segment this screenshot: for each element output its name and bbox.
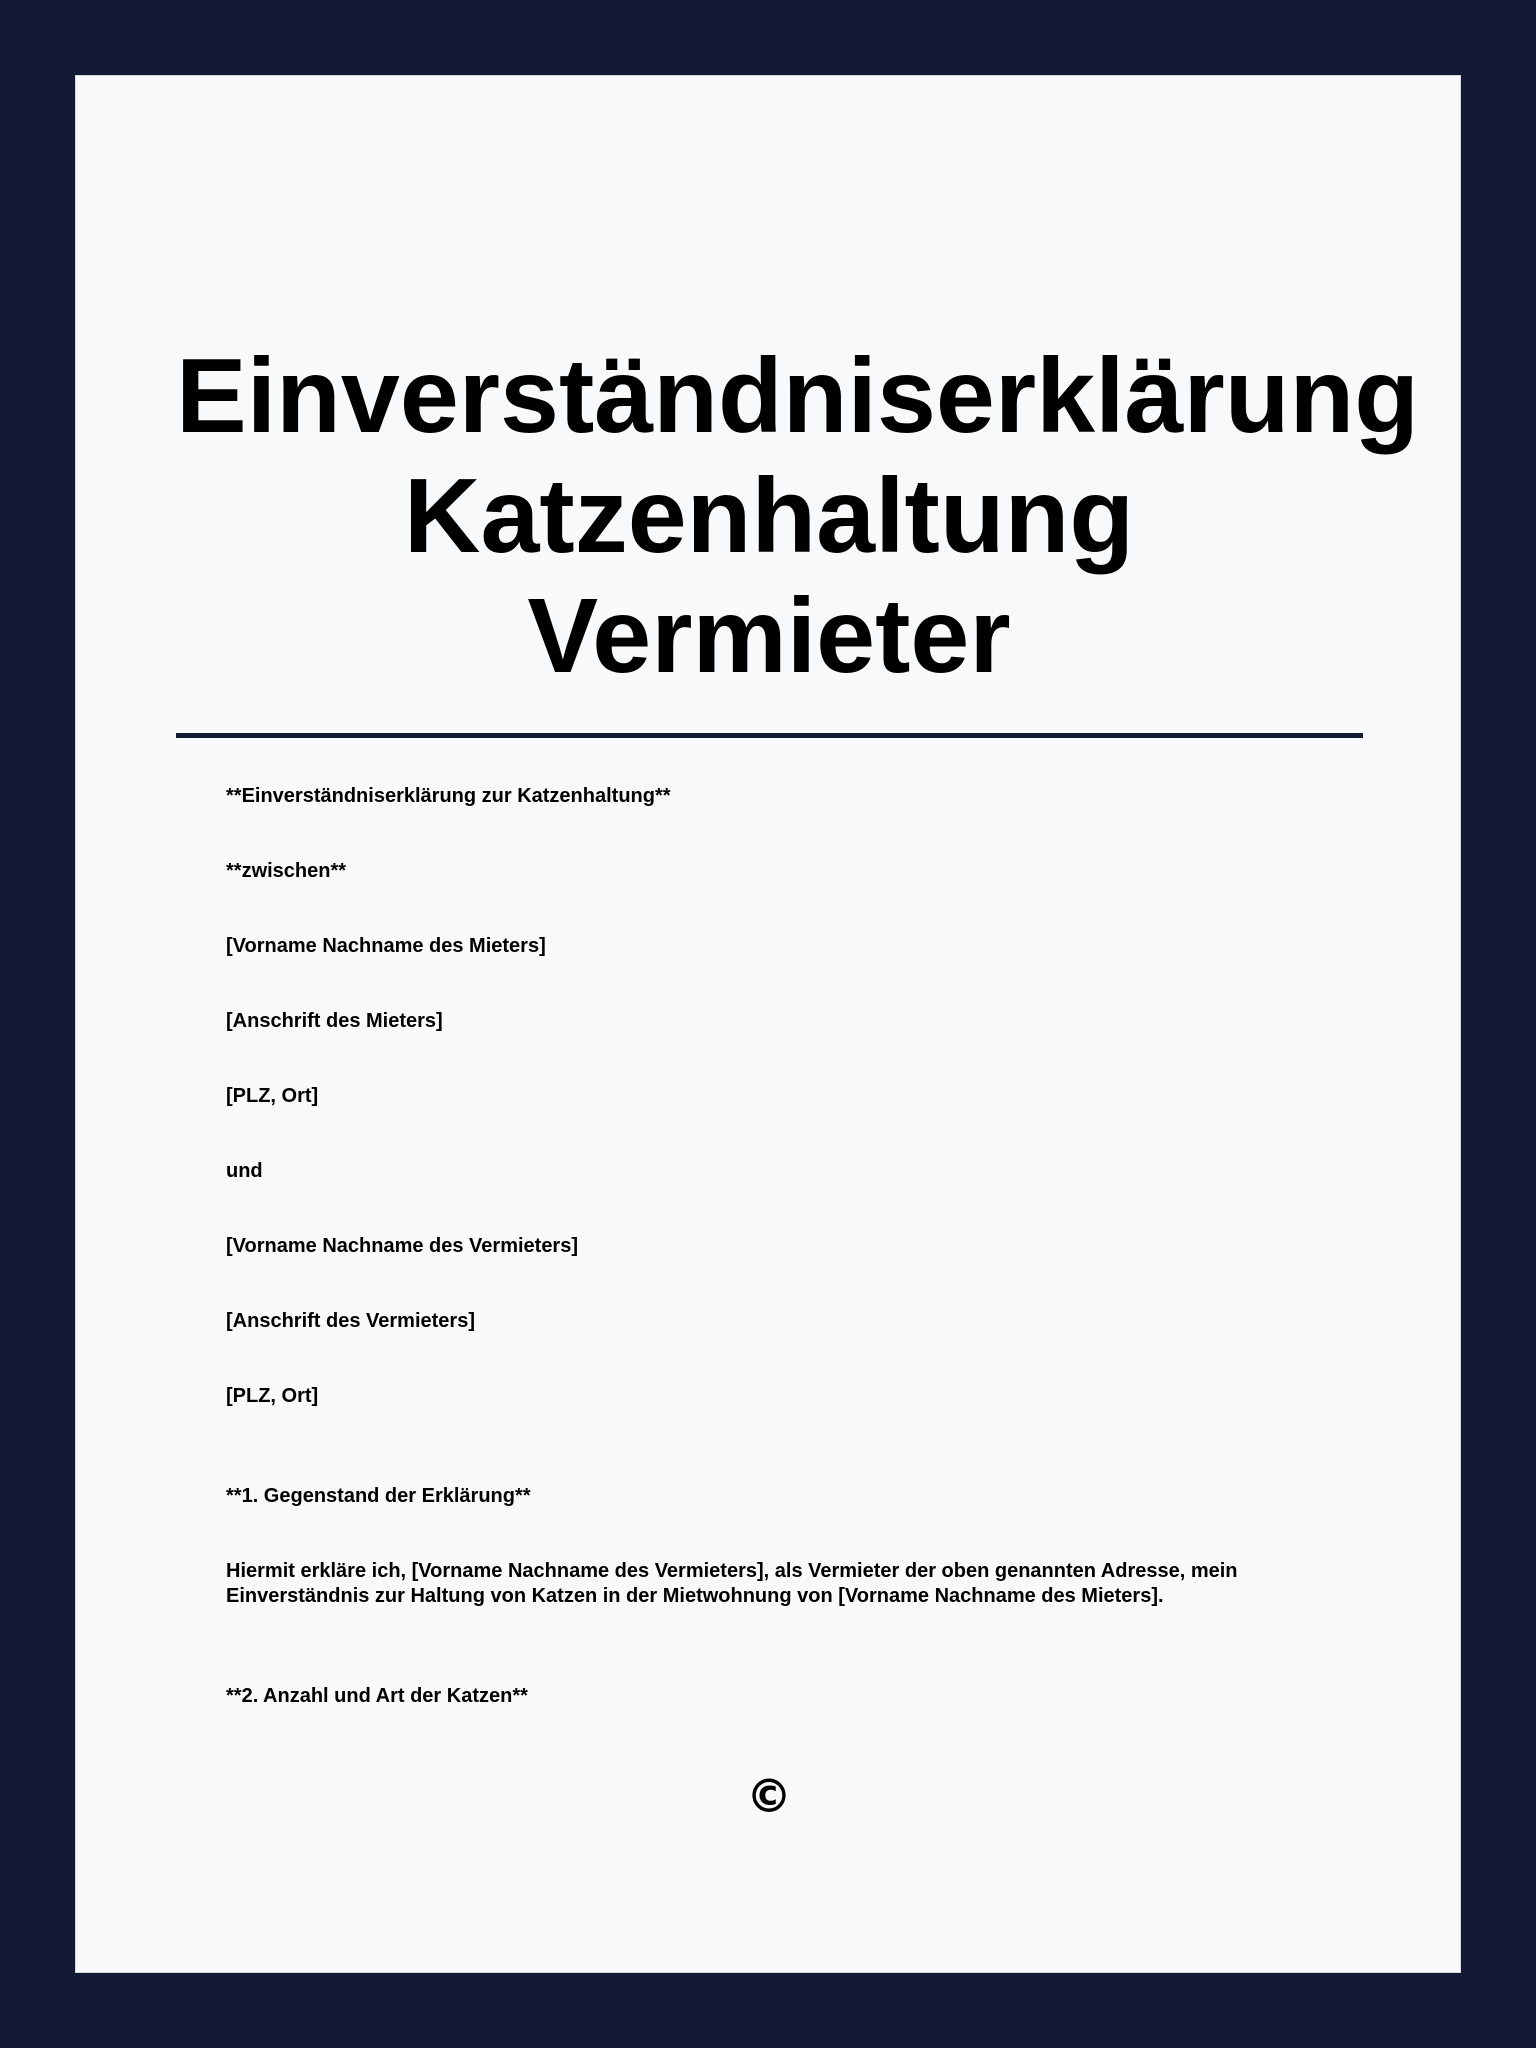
tenant-address-placeholder: [Anschrift des Mieters] (226, 1010, 443, 1032)
between-label: **zwischen** (226, 860, 347, 882)
title-line-1: Einverständniserklärung (176, 337, 1419, 455)
title-line-2: Katzenhaltung (403, 457, 1135, 575)
title-divider (176, 733, 1363, 738)
and-label: und (226, 1160, 263, 1182)
section-2-heading: **2. Anzahl und Art der Katzen** (226, 1685, 528, 1707)
document-title (176, 336, 1419, 696)
heading-declaration: **Einverständniserklärung zur Katzenhaltung** (226, 785, 671, 807)
tenant-city-placeholder: [PLZ, Ort] (226, 1085, 319, 1107)
landlord-city-placeholder: [PLZ, Ort] (226, 1385, 319, 1407)
title-line-3: Vermieter (527, 577, 1011, 695)
document-page (75, 75, 1461, 1973)
tenant-name-placeholder: [Vorname Nachname des Mieters] (226, 935, 546, 957)
landlord-name-placeholder: [Vorname Nachname des Vermieters] (226, 1235, 579, 1257)
section-1-paragraph: Hiermit erkläre ich, [Vorname Nachname des Vermieters], als Vermieter der oben genannten Adresse, mein Einverständnis zur Haltung von Katzen in der Mietwohnung von [Vorname Nachname des Mieters]. (226, 1560, 1238, 1607)
copyright-icon: © (746, 1769, 792, 1823)
landlord-address-placeholder: [Anschrift des Vermieters] (226, 1310, 475, 1332)
section-1-heading: **1. Gegenstand der Erklärung** (226, 1485, 531, 1507)
